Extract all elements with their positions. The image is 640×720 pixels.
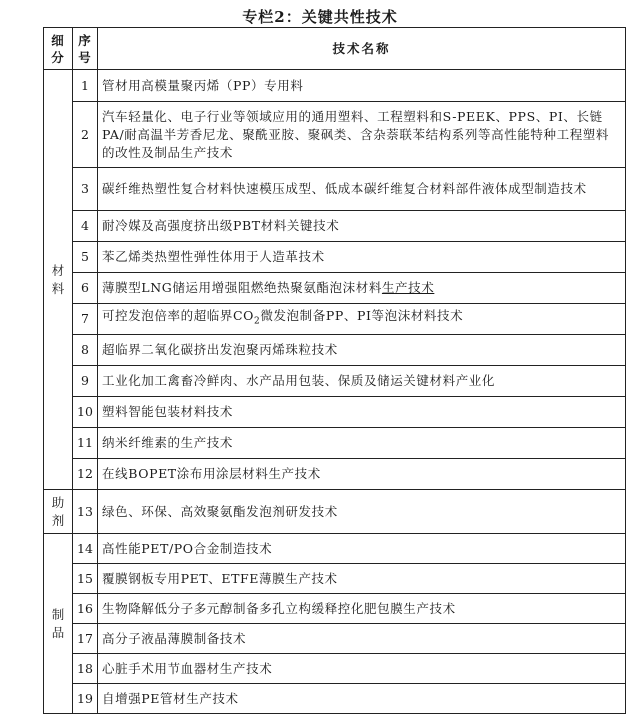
row-technology-name: 纳米纤维素的生产技术 [98,428,626,459]
row-number: 15 [73,564,98,594]
row-number: 10 [73,397,98,428]
row-technology-name: 自增强PE管材生产技术 [98,684,626,714]
row-number: 8 [73,335,98,366]
row-technology-name: 耐冷媒及高强度挤出级PBT材料关键技术 [98,211,626,242]
row-number: 6 [73,273,98,304]
row-number: 12 [73,459,98,490]
row-number: 19 [73,684,98,714]
key-technology-table [43,27,626,714]
row-technology-name: 碳纤维热塑性复合材料快速模压成型、低成本碳纤维复合材料部件液体成型制造技术 [98,168,626,211]
row-technology-name: 可控发泡倍率的超临界$CO_2$微发泡制备PP、PI等泡沫材料技术 [98,304,626,335]
row-number: 13 [73,490,98,534]
row-technology-name: 心脏手术用节血器材生产技术 [98,654,626,684]
header-serial-number: 序 号 [73,28,98,70]
row-technology-name: 绿色、环保、高效聚氨酯发泡剂研发技术 [98,490,626,534]
row-number: 1 [73,70,98,102]
row-technology-name: 生物降解低分子多元醇制备多孔立构缓释控化肥包膜生产技术 [98,594,626,624]
row-number: 5 [73,242,98,273]
row-number: 3 [73,168,98,211]
row-number: 9 [73,366,98,397]
row-technology-name: 在线BOPET涂布用涂层材料生产技术 [98,459,626,490]
row-number: 17 [73,624,98,654]
row-technology-name: 超临界二氧化碳挤出发泡聚丙烯珠粒技术 [98,335,626,366]
row-number: 14 [73,534,98,564]
row-number: 16 [73,594,98,624]
category-materials: 材 料 [44,70,73,490]
row-number: 11 [73,428,98,459]
row-technology-name: 工业化加工禽畜冷鲜肉、水产品用包装、保质及储运关键材料产业化 [98,366,626,397]
row-number: 4 [73,211,98,242]
row-technology-name: 薄膜型LNG储运用增强阻燃绝热聚氨酯泡沫材料生产技术 [98,273,626,304]
category-products: 制 品 [44,534,73,714]
row-technology-name: 塑料智能包装材料技术 [98,397,626,428]
row-technology-name: 汽车轻量化、电子行业等领域应用的通用塑料、工程塑料和S-PEEK、PPS、PI、长链PA/耐高温半芳香尼龙、聚酰亚胺、聚砜类、含杂萘联苯结构系列等高性能特种工程塑料的改性及制品生产技术 [98,102,626,168]
row-number: 18 [73,654,98,684]
row-technology-name: 覆膜钢板专用PET、ETFE薄膜生产技术 [98,564,626,594]
row-number: 7 [73,304,98,335]
row-technology-name: 高分子液晶薄膜制备技术 [98,624,626,654]
header-subcategory: 细 分 [44,28,73,70]
header-technology-name: 技术名称 [98,28,626,70]
row-technology-name: 管材用高模量聚丙烯（PP）专用料 [98,70,626,102]
column-title: 专栏2：关键共性技术 [242,8,398,26]
category-additives: 助 剂 [44,490,73,534]
row-technology-name: 高性能PET/PO合金制造技术 [98,534,626,564]
row-technology-name: 苯乙烯类热塑性弹性体用于人造革技术 [98,242,626,273]
row-number: 2 [73,102,98,168]
